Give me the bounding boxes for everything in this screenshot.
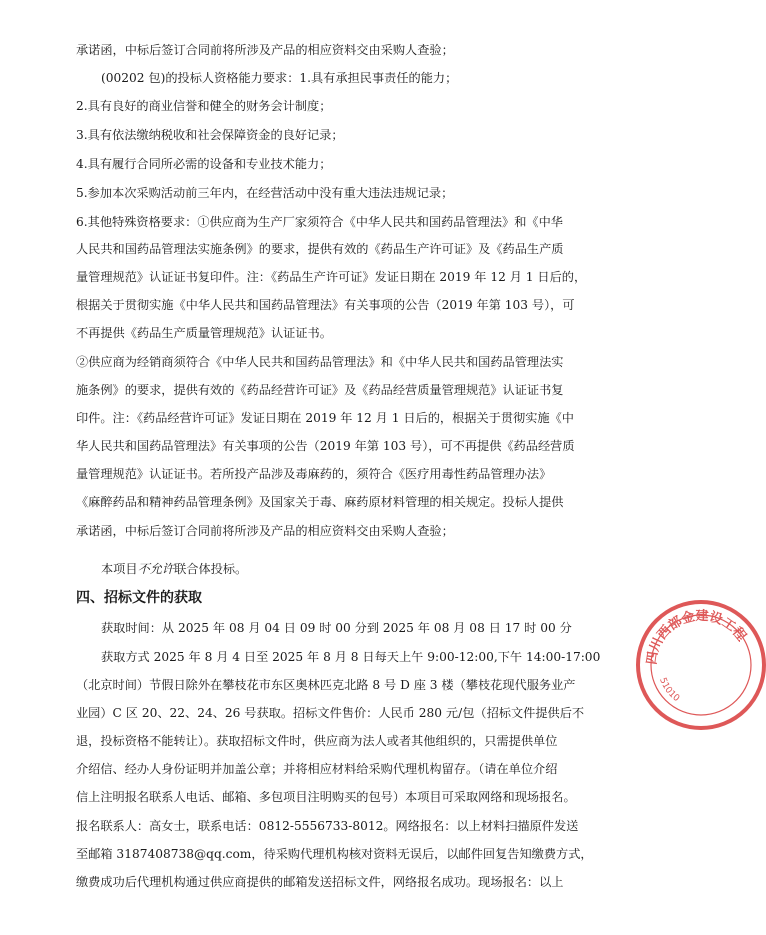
- text-line: 报名联系人：高女士，联系电话：0812-5556733-8012。网络报名：以上材料扫描原件发送: [76, 819, 579, 833]
- text-line: 人民共和国药品管理法实施条例》的要求，提供有效的《药品生产许可证》及《药品生产质: [76, 242, 564, 256]
- text-line: 2.具有良好的商业信誉和健全的财务会计制度；: [76, 99, 332, 113]
- text-line: 至邮箱 3187408738@qq.com，待采购代理机构核对资料无误后，以邮件回复告知缴费方式，: [76, 847, 593, 861]
- svg-text:51010: [657, 676, 681, 704]
- text-line: 获取时间：从 2025 年 08 月 04 日 09 时 00 分到 2025 年 08 月 08 日 17 时 00 分: [101, 621, 572, 635]
- text-line: 印件。注：《药品经营许可证》发证日期在 2019 年 12 月 1 日后的，根据关于贯彻实施《中: [76, 411, 574, 425]
- text-line: 5.参加本次采购活动前三年内，在经营活动中没有重大违法违规记录；: [76, 186, 454, 200]
- consortium-suffix: 联合体投标。: [174, 562, 248, 576]
- text-line: 6.其他特殊资格要求：①供应商为生产厂家须符合《中华人民共和国药品管理法》和《中华: [76, 215, 563, 229]
- official-seal: [636, 600, 766, 730]
- text-line: 3.具有依法缴纳税收和社会保障资金的良好记录；: [76, 128, 344, 142]
- text-line: 承诺函，中标后签订合同前将所涉及产品的相应资料交由采购人查验；: [76, 43, 454, 57]
- seal-code: 51010: [657, 676, 682, 705]
- consortium-emphasis: 不允许: [137, 562, 175, 576]
- text-line: 信上注明报名联系人电话、邮箱、多包项目注明购买的包号）本项目可采取网络和现场报名。: [76, 790, 576, 804]
- text-line: ②供应商为经销商须符合《中华人民共和国药品管理法》和《中华人民共和国药品管理法实: [76, 355, 564, 369]
- text-line: 介绍信、经办人身份证明并加盖公章；并将相应材料给采购代理机构留存。（请在单位介绍: [76, 762, 558, 776]
- text-line: 根据关于贯彻实施《中华人民共和国药品管理法》有关事项的公告（2019 年第 103 号），可: [76, 298, 575, 312]
- svg-text:四川西部金建设工程: [645, 608, 750, 666]
- text-line: (00202 包)的投标人资格能力要求：1.具有承担民事责任的能力；: [101, 71, 458, 85]
- text-line: 退，投标资格不能转让）。获取招标文件时，供应商为法人或者其他组织的，只需提供单位: [76, 734, 558, 748]
- section-heading: 四、招标文件的获取: [76, 590, 202, 606]
- seal-text: 四川西部金建设工程: [644, 608, 749, 666]
- consortium-prefix: 本项目: [101, 562, 138, 576]
- text-line: 业园）C 区 20、22、24、26 号获取。招标文件售价：人民币 280 元/包（招标文件提供后不: [76, 706, 585, 720]
- consortium-statement: [101, 561, 247, 577]
- text-line: 量管理规范》认证证书。若所投产品涉及毒麻药的，须符合《医疗用毒性药品管理办法》: [76, 467, 552, 481]
- text-line: 缴费成功后代理机构通过供应商提供的邮箱发送招标文件，网络报名成功。现场报名：以上: [76, 875, 564, 889]
- text-line: 不再提供《药品生产质量管理规范》认证证书。: [76, 326, 332, 340]
- text-line: （北京时间）节假日除外在攀枝花市东区奥林匹克北路 8 号 D 座 3 楼（攀枝花现代服务业产: [76, 678, 576, 692]
- text-line: 量管理规范》认证证书复印件。注：《药品生产许可证》发证日期在 2019 年 12 月 1 日后的，: [76, 270, 587, 284]
- text-line: 《麻醉药品和精神药品管理条例》及国家关于毒、麻药原材料管理的相关规定。投标人提供: [76, 495, 564, 509]
- text-line: 华人民共和国药品管理法》有关事项的公告（2019 年第 103 号），可不再提供《药品经营质: [76, 439, 575, 453]
- text-line: 4.具有履行合同所必需的设备和专业技术能力；: [76, 157, 332, 171]
- text-line: 获取方式 2025 年 8 月 4 日至 2025 年 8 月 8 日每天上午 9:00-12:00,下午 14:00-17:00: [101, 650, 601, 664]
- seal-graphic: [640, 604, 762, 726]
- text-line: 承诺函，中标后签订合同前将所涉及产品的相应资料交由采购人查验；: [76, 524, 454, 538]
- text-line: 施条例》的要求，提供有效的《药品经营许可证》及《药品经营质量管理规范》认证证书复: [76, 383, 564, 397]
